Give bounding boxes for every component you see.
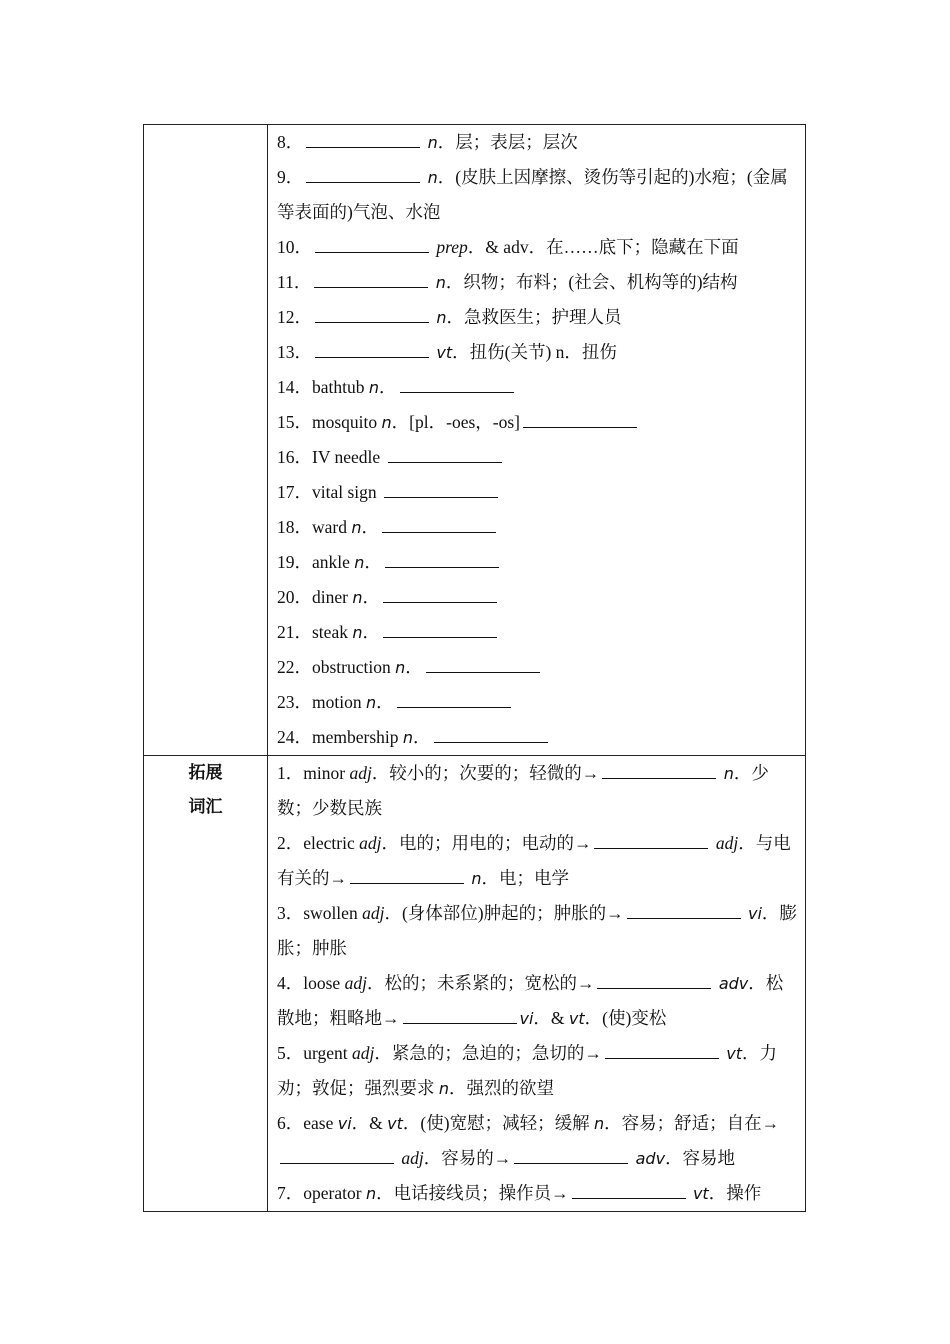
extended-vocab-row — [144, 756, 806, 1212]
list-item: 24．membership n． — [277, 720, 797, 755]
answer-blank[interactable] — [315, 235, 429, 253]
list-item: 5．urgent adj．紧急的；急迫的；急切的→ vt．力劝；敦促；强烈要求 n．强烈的欲望 — [277, 1043, 778, 1098]
core-vocab-row — [144, 125, 806, 756]
answer-blank[interactable] — [523, 410, 637, 428]
list-item: 11． n．织物；布料；(社会、机构等的)结构 — [277, 272, 738, 292]
core-label-cell — [144, 125, 268, 756]
answer-blank[interactable] — [572, 1181, 686, 1199]
answer-blank[interactable] — [315, 305, 429, 323]
list-item: 4．loose adj．松的；未系紧的；宽松的→ adv．松散地；粗略地→ vi．& vt．(使)变松 — [277, 973, 784, 1028]
list-item: 3．swollen adj．(身体部位)肿起的；肿胀的→ vi．膨胀；肿胀 — [277, 903, 797, 958]
answer-blank[interactable] — [306, 130, 420, 148]
answer-blank[interactable] — [280, 1146, 394, 1164]
extended-label-line-2: 词汇 — [188, 797, 223, 817]
answer-blank[interactable] — [306, 165, 420, 183]
list-item: 8． n．层；表层；层次 — [277, 132, 578, 152]
answer-blank[interactable] — [627, 901, 741, 919]
answer-blank[interactable] — [594, 831, 708, 849]
answer-blank[interactable] — [315, 340, 429, 358]
answer-blank[interactable] — [434, 725, 548, 743]
list-item: 7．operator n．电话接线员；操作员→ vt．操作 — [277, 1183, 762, 1203]
extended-content-cell — [268, 756, 806, 1212]
extended-label-cell — [144, 756, 268, 1212]
list-item: 15．mosquito n．[pl．-oes，-os] — [277, 405, 797, 440]
list-item: 19．ankle n． — [277, 545, 797, 580]
list-item: 10． prep．& adv．在……底下；隐藏在下面 — [277, 237, 739, 257]
list-item: 16．IV needle — [277, 440, 797, 475]
answer-blank[interactable] — [314, 270, 428, 288]
answer-blank[interactable] — [385, 550, 499, 568]
answer-blank[interactable] — [350, 866, 464, 884]
list-item: 2．electric adj．电的；用电的；电动的→ adj．与电有关的→ n．电；电学 — [277, 833, 791, 888]
extended-label-line-1: 拓展 — [188, 763, 223, 783]
vocabulary-table-sheet — [143, 124, 806, 1212]
answer-blank[interactable] — [383, 620, 497, 638]
list-item: 14．bathtub n． — [277, 370, 797, 405]
answer-blank[interactable] — [597, 971, 711, 989]
list-item: 21．steak n． — [277, 615, 797, 650]
answer-blank[interactable] — [605, 1041, 719, 1059]
answer-blank[interactable] — [403, 1006, 517, 1024]
list-item: 9． n．(皮肤上因摩擦、烫伤等引起的)水疱；(金属等表面的)气泡、水泡 — [277, 167, 788, 222]
answer-blank[interactable] — [383, 585, 497, 603]
answer-blank[interactable] — [382, 515, 496, 533]
list-item: 12． n．急救医生；护理人员 — [277, 307, 622, 327]
list-item: 20．diner n． — [277, 580, 797, 615]
answer-blank[interactable] — [514, 1146, 628, 1164]
list-item: 23．motion n． — [277, 685, 797, 720]
answer-blank[interactable] — [602, 761, 716, 779]
answer-blank[interactable] — [397, 690, 511, 708]
vocabulary-table — [143, 124, 806, 1212]
core-content-cell — [268, 125, 806, 756]
answer-blank[interactable] — [384, 480, 498, 498]
answer-blank[interactable] — [400, 375, 514, 393]
list-item: 18．ward n． — [277, 510, 797, 545]
list-item: 6．ease vi．& vt．(使)宽慰；减轻；缓解 n．容易；舒适；自在→ adj．容易的→ adv．容易地 — [277, 1113, 780, 1168]
list-item: 13． vt．扭伤(关节) n．扭伤 — [277, 342, 617, 362]
list-item: 22．obstruction n． — [277, 650, 797, 685]
answer-blank[interactable] — [388, 445, 502, 463]
list-item: 17．vital sign — [277, 475, 797, 510]
answer-blank[interactable] — [426, 655, 540, 673]
list-item: 1．minor adj．较小的；次要的；轻微的→ n．少数；少数民族 — [277, 763, 769, 818]
